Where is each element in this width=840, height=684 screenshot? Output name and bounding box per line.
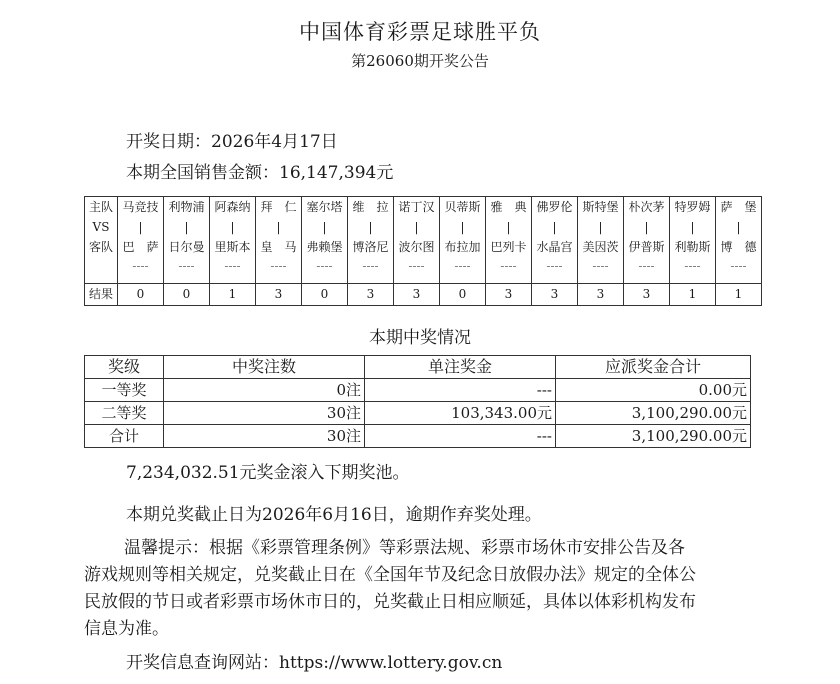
- tip-line: 信息为准。: [84, 619, 169, 639]
- separator: |: [506, 220, 511, 234]
- unit-prize: ---: [365, 425, 556, 448]
- draw-date: 开奖日期：2026年4月17日: [126, 132, 338, 152]
- website-text: 开奖信息查询网站：https://www.lottery.gov.cn: [126, 653, 503, 673]
- away-team: 博 德: [720, 240, 757, 254]
- prize-level: 一等奖: [85, 379, 164, 402]
- match-result: 3: [256, 284, 302, 306]
- match-cell: [210, 197, 256, 284]
- tip-paragraph: [84, 535, 764, 643]
- away-team: 博洛尼: [352, 240, 389, 254]
- match-result: 0: [164, 284, 210, 306]
- home-team: 佛罗伦: [536, 200, 573, 214]
- match-result: 0: [440, 284, 486, 306]
- home-team: 利物浦: [168, 200, 205, 214]
- match-result: 3: [532, 284, 578, 306]
- dash-line: ----: [684, 259, 701, 273]
- match-cell: [670, 197, 716, 284]
- announcement-title: 中国体育彩票足球胜平负: [299, 20, 541, 44]
- separator: |: [598, 220, 603, 234]
- dash-line: ----: [132, 259, 149, 273]
- winner-count: 30注: [164, 425, 365, 448]
- separator: |: [230, 220, 235, 234]
- home-team: 贝蒂斯: [444, 200, 481, 214]
- home-team: 萨 堡: [720, 200, 757, 214]
- tip-line: 温馨提示：根据《彩票管理条例》等彩票法规、彩票市场休市安排公告及各: [124, 538, 685, 558]
- separator: |: [644, 220, 649, 234]
- match-cell: [348, 197, 394, 284]
- total-prize: 0.00元: [556, 379, 751, 402]
- unit-prize: 103,343.00元: [365, 402, 556, 425]
- dash-line: ----: [454, 259, 471, 273]
- match-cell: [486, 197, 532, 284]
- prize-row: [85, 402, 751, 425]
- separator: |: [184, 220, 189, 234]
- match-cell: [302, 197, 348, 284]
- tip-line: 游戏规则等相关规定，兑奖截止日在《全国年节及纪念日放假办法》规定的全体公: [84, 565, 696, 585]
- prize-header-row: [85, 356, 751, 379]
- prize-row: [85, 379, 751, 402]
- matches-header-cell: [85, 197, 118, 284]
- dash-line: ----: [408, 259, 425, 273]
- prize-level: 二等奖: [85, 402, 164, 425]
- match-cell: [394, 197, 440, 284]
- away-team: 日尔曼: [168, 240, 205, 254]
- home-team: 塞尔塔: [306, 200, 343, 214]
- separator: |: [690, 220, 695, 234]
- separator: |: [322, 220, 327, 234]
- away-team: 皇 马: [260, 240, 297, 254]
- column-header: 中奖注数: [164, 356, 365, 379]
- match-cell: [256, 197, 302, 284]
- separator: |: [276, 220, 281, 234]
- match-result: 3: [348, 284, 394, 306]
- match-result: 1: [670, 284, 716, 306]
- deadline-text: 本期兑奖截止日为2026年6月16日，逾期作弃奖处理。: [126, 505, 542, 525]
- away-team: 波尔图: [398, 240, 435, 254]
- dash-line: ----: [638, 259, 655, 273]
- dash-line: ----: [592, 259, 609, 273]
- home-team: 拜 仁: [260, 200, 297, 214]
- matches-table: [84, 196, 762, 306]
- separator: |: [414, 220, 419, 234]
- match-cell: [624, 197, 670, 284]
- rollover-text: 7,234,032.51元奖金滚入下期奖池。: [126, 463, 410, 483]
- match-result: 3: [486, 284, 532, 306]
- home-team: 朴次茅: [628, 200, 665, 214]
- home-team: 马竞技: [122, 200, 159, 214]
- match-cell: [440, 197, 486, 284]
- away-team: 巴列卡: [490, 240, 527, 254]
- column-header: 奖级: [85, 356, 164, 379]
- prize-table: [84, 355, 751, 448]
- unit-prize: ---: [365, 379, 556, 402]
- separator: |: [138, 220, 143, 234]
- match-result: 1: [210, 284, 256, 306]
- home-team: 阿森纳: [214, 200, 251, 214]
- dash-line: ----: [362, 259, 379, 273]
- away-team: 水晶宫: [536, 240, 573, 254]
- match-cell: [716, 197, 762, 284]
- match-result: 0: [302, 284, 348, 306]
- match-cell: [118, 197, 164, 284]
- match-result: 0: [118, 284, 164, 306]
- column-header: 应派奖金合计: [556, 356, 751, 379]
- home-team: 维 拉: [352, 200, 389, 214]
- winner-count: 0注: [164, 379, 365, 402]
- away-team: 巴 萨: [122, 240, 159, 254]
- separator: |: [552, 220, 557, 234]
- match-cell: [532, 197, 578, 284]
- dash-line: ----: [316, 259, 333, 273]
- dash-line: ----: [546, 259, 563, 273]
- column-header: 单注奖金: [365, 356, 556, 379]
- match-result: 3: [578, 284, 624, 306]
- separator: |: [368, 220, 373, 234]
- dash-line: ----: [500, 259, 517, 273]
- dash-line: ----: [224, 259, 241, 273]
- dash-line: ----: [178, 259, 195, 273]
- winner-count: 30注: [164, 402, 365, 425]
- announcement-subtitle: 第26060期开奖公告: [351, 52, 489, 70]
- away-team: 布拉加: [444, 240, 481, 254]
- home-team: 诺丁汉: [398, 200, 435, 214]
- away-team: 伊普斯: [628, 240, 665, 254]
- home-team: 特罗姆: [674, 200, 711, 214]
- vs-label: VS: [92, 220, 110, 234]
- prize-level: 合计: [85, 425, 164, 448]
- sales-amount: 本期全国销售金额：16,147,394元: [126, 163, 394, 183]
- total-prize: 3,100,290.00元: [556, 425, 751, 448]
- away-team: 利勒斯: [674, 240, 711, 254]
- match-result: 3: [624, 284, 670, 306]
- result-label: 结果: [85, 284, 118, 306]
- match-cell: [578, 197, 624, 284]
- home-team: 斯特堡: [582, 200, 619, 214]
- away-team: 美因茨: [582, 240, 619, 254]
- match-cell: [164, 197, 210, 284]
- home-team: 雅 典: [490, 200, 527, 214]
- away-team: 弗赖堡: [306, 240, 343, 254]
- match-result: 1: [716, 284, 762, 306]
- match-result: 3: [394, 284, 440, 306]
- separator: |: [736, 220, 741, 234]
- separator: |: [460, 220, 465, 234]
- tip-line: 民放假的节日或者彩票市场休市日的，兑奖截止日相应顺延，具体以体彩机构发布: [84, 592, 696, 612]
- away-label: 客队: [88, 240, 113, 254]
- dash-line: ----: [730, 259, 747, 273]
- home-label: 主队: [88, 200, 113, 214]
- prize-section-title: 本期中奖情况: [369, 328, 471, 348]
- dash-line: ----: [270, 259, 287, 273]
- prize-row: [85, 425, 751, 448]
- away-team: 里斯本: [214, 240, 251, 254]
- total-prize: 3,100,290.00元: [556, 402, 751, 425]
